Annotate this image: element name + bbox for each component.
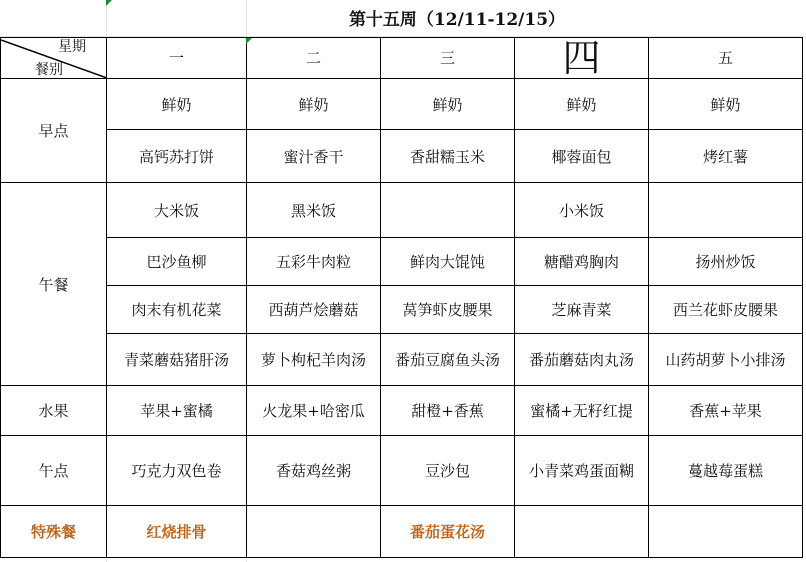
menu-cell[interactable]: 番茄豆腐鱼头汤 xyxy=(381,334,515,386)
day-header-wed[interactable]: 三 xyxy=(381,38,515,79)
table-row xyxy=(1,386,803,436)
menu-cell[interactable]: 青菜蘑菇猪肝汤 xyxy=(107,334,247,386)
menu-cell-special[interactable] xyxy=(247,506,381,558)
menu-cell[interactable]: 肉末有机花菜 xyxy=(107,286,247,334)
menu-cell[interactable]: 高钙苏打饼 xyxy=(107,130,247,183)
menu-cell[interactable]: 芝麻青菜 xyxy=(515,286,649,334)
table-row xyxy=(1,436,803,506)
meal-label-snack[interactable]: 午点 xyxy=(1,436,107,506)
menu-cell[interactable]: 豆沙包 xyxy=(381,436,515,506)
menu-cell[interactable]: 鲜奶 xyxy=(649,79,803,130)
menu-cell[interactable]: 山药胡萝卜小排汤 xyxy=(649,334,803,386)
menu-cell[interactable]: 五彩牛肉粒 xyxy=(247,238,381,286)
menu-cell[interactable]: 扬州炒饭 xyxy=(649,238,803,286)
menu-cell[interactable]: 苹果+蜜橘 xyxy=(107,386,247,436)
meal-label-special[interactable]: 特殊餐 xyxy=(1,506,107,558)
menu-cell-special[interactable] xyxy=(649,506,803,558)
menu-cell[interactable]: 番茄蘑菇肉丸汤 xyxy=(515,334,649,386)
corner-cell[interactable] xyxy=(1,38,107,79)
menu-cell[interactable]: 香甜糯玉米 xyxy=(381,130,515,183)
menu-cell[interactable]: 黑米饭 xyxy=(247,183,381,238)
menu-cell[interactable]: 巴沙鱼柳 xyxy=(107,238,247,286)
menu-cell[interactable]: 巧克力双色卷 xyxy=(107,436,247,506)
menu-cell[interactable]: 蜜橘+无籽红提 xyxy=(515,386,649,436)
menu-cell[interactable]: 香菇鸡丝粥 xyxy=(247,436,381,506)
menu-cell[interactable]: 甜橙+香蕉 xyxy=(381,386,515,436)
menu-cell-special[interactable]: 番茄蛋花汤 xyxy=(381,506,515,558)
table-row xyxy=(1,334,803,386)
menu-cell[interactable]: 火龙果+哈密瓜 xyxy=(247,386,381,436)
meal-label-breakfast[interactable]: 早点 xyxy=(1,79,107,183)
menu-cell[interactable]: 蔓越莓蛋糕 xyxy=(649,436,803,506)
menu-cell[interactable]: 烤红薯 xyxy=(649,130,803,183)
menu-cell[interactable]: 糖醋鸡胸肉 xyxy=(515,238,649,286)
menu-cell-special[interactable] xyxy=(515,506,649,558)
day-header-fri[interactable]: 五 xyxy=(649,38,803,79)
menu-cell[interactable]: 椰蓉面包 xyxy=(515,130,649,183)
menu-cell[interactable]: 蜜汁香干 xyxy=(247,130,381,183)
header-row xyxy=(1,38,803,79)
menu-cell[interactable]: 小青菜鸡蛋面糊 xyxy=(515,436,649,506)
menu-cell[interactable]: 鲜奶 xyxy=(381,79,515,130)
menu-cell[interactable] xyxy=(381,183,515,238)
menu-cell[interactable]: 西葫芦烩蘑菇 xyxy=(247,286,381,334)
table-row xyxy=(1,130,803,183)
menu-cell[interactable]: 香蕉+苹果 xyxy=(649,386,803,436)
meal-label-lunch[interactable]: 午餐 xyxy=(1,183,107,386)
menu-cell[interactable]: 鲜奶 xyxy=(107,79,247,130)
menu-cell[interactable]: 大米饭 xyxy=(107,183,247,238)
corner-label-meal: 餐别 xyxy=(35,62,63,78)
menu-cell[interactable]: 鲜肉大馄饨 xyxy=(381,238,515,286)
corner-label-weekday: 星期 xyxy=(58,39,86,55)
table-row xyxy=(1,506,803,558)
menu-cell[interactable]: 萝卜枸杞羊肉汤 xyxy=(247,334,381,386)
day-header-thu[interactable]: 四 xyxy=(515,38,649,79)
weekly-menu-table xyxy=(0,37,803,558)
menu-cell[interactable]: 莴笋虾皮腰果 xyxy=(381,286,515,334)
menu-cell[interactable] xyxy=(649,183,803,238)
cell-marker xyxy=(246,38,252,44)
table-row xyxy=(1,79,803,130)
meal-label-fruit[interactable]: 水果 xyxy=(1,386,107,436)
menu-cell[interactable]: 鲜奶 xyxy=(247,79,381,130)
day-header-mon[interactable]: 一 xyxy=(107,38,247,79)
table-row xyxy=(1,286,803,334)
menu-cell[interactable]: 西兰花虾皮腰果 xyxy=(649,286,803,334)
menu-cell-special[interactable]: 红烧排骨 xyxy=(107,506,247,558)
table-row xyxy=(1,238,803,286)
menu-cell[interactable]: 鲜奶 xyxy=(515,79,649,130)
day-header-tue[interactable]: 二 xyxy=(247,38,381,79)
menu-cell[interactable]: 小米饭 xyxy=(515,183,649,238)
page-title: 第十五周（12/11-12/15） xyxy=(348,10,566,30)
table-row xyxy=(1,183,803,238)
